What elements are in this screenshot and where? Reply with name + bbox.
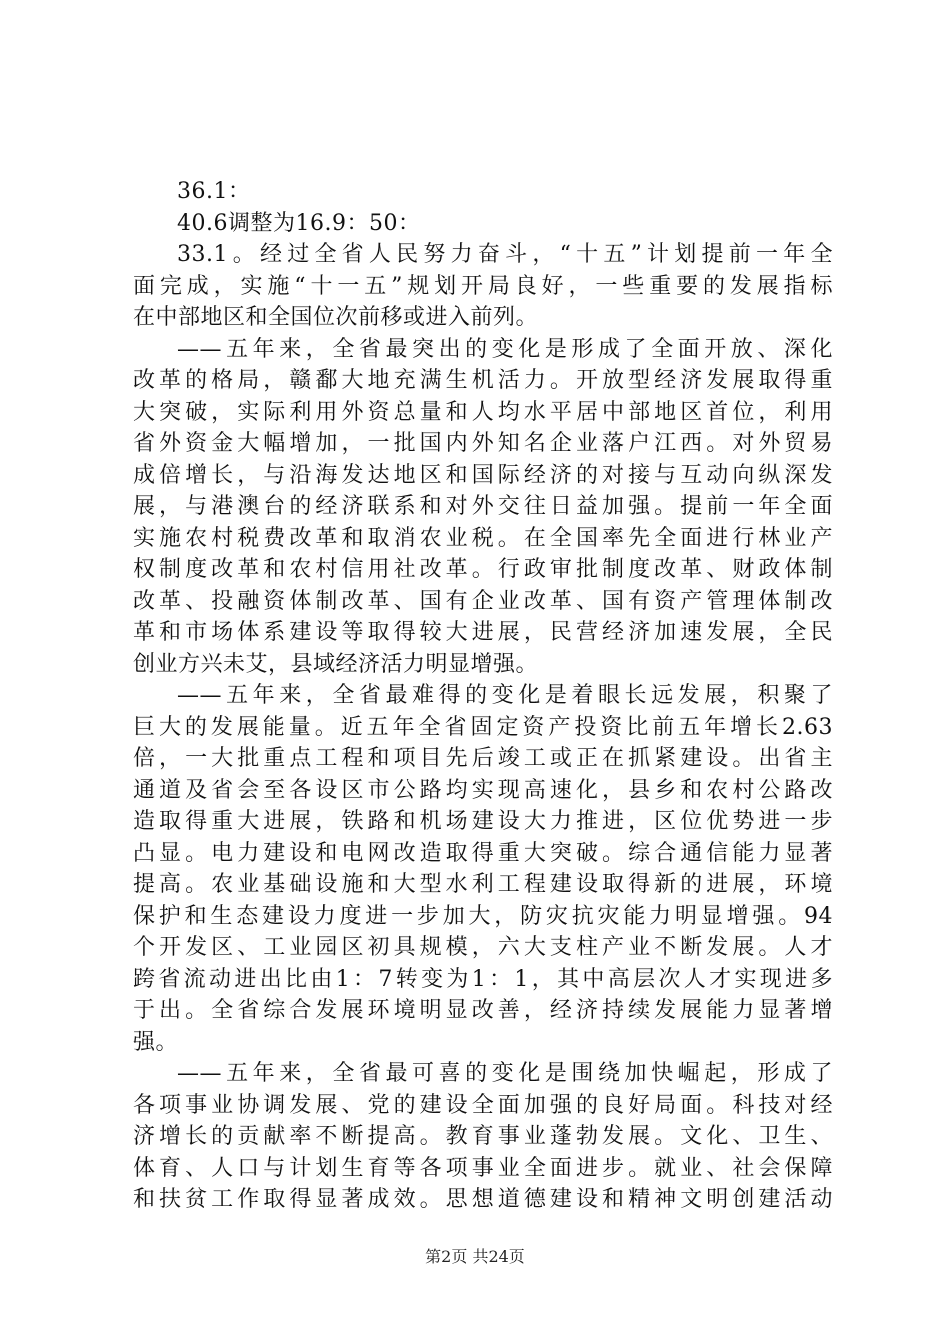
text-line: 面完成，实施“十一五”规划开局良好，一些重要的发展指标 <box>133 273 833 299</box>
text-line: 40.6调整为16.9：50： <box>177 210 421 236</box>
text-line: 提高。农业基础设施和大型水利工程建设取得新的进展，环境 <box>133 872 833 897</box>
text-line: ——五年来，全省最可喜的变化是围绕加快崛起，形成了 <box>177 1061 833 1086</box>
text-line: 改革的格局，赣鄱大地充满生机活力。开放型经济发展取得重 <box>133 368 833 393</box>
text-line: 济增长的贡献率不断提高。教育事业蓬勃发展。文化、卫生、 <box>133 1124 833 1149</box>
text-line: ——五年来，全省最难得的变化是着眼长远发展，积聚了 <box>177 683 833 708</box>
text-line: 大突破，实际利用外资总量和人均水平居中部地区首位，利用 <box>133 399 833 425</box>
text-line: 于出。全省综合发展环境明显改善，经济持续发展能力显著增 <box>133 998 833 1023</box>
text-line: 倍，一大批重点工程和项目先后竣工或正在抓紧建设。出省主 <box>133 746 833 771</box>
page-footer <box>0 1244 950 1267</box>
text-line: 创业方兴未艾，县域经济活力明显增强。 <box>133 651 539 677</box>
text-line: 保护和生态建设力度进一步加大，防灾抗灾能力明显增强。94 <box>133 903 833 929</box>
document-body <box>133 176 833 1216</box>
text-line: 凸显。电力建设和电网改造取得重大突破。综合通信能力显著 <box>133 840 833 866</box>
page-number: 第2页 共24页 <box>425 1247 525 1266</box>
text-line: 通道及省会至各设区市公路均实现高速化，县乡和农村公路改 <box>133 777 833 803</box>
text-line: 造取得重大进展，铁路和机场建设大力推进，区位优势进一步 <box>133 809 833 834</box>
text-line: 跨省流动进出比由1：7转变为1：1，其中高层次人才实现进多 <box>133 966 833 992</box>
text-line: 实施农村税费改革和取消农业税。在全国率先全面进行林业产 <box>133 525 833 551</box>
text-line: ——五年来，全省最突出的变化是形成了全面开放、深化 <box>177 336 833 362</box>
text-line: 成倍增长，与沿海发达地区和国际经济的对接与互动向纵深发 <box>133 462 833 488</box>
text-line: 展，与港澳台的经济联系和对外交往日益加强。提前一年全面 <box>133 494 833 519</box>
text-line: 省外资金大幅增加，一批国内外知名企业落户江西。对外贸易 <box>133 431 833 456</box>
text-line: 权制度改革和农村信用社改革。行政审批制度改革、财政体制 <box>133 557 833 582</box>
text-line: 和扶贫工作取得显著成效。思想道德建设和精神文明创建活动 <box>133 1187 833 1212</box>
text-line: 36.1： <box>177 179 251 204</box>
text-line: 巨大的发展能量。近五年全省固定资产投资比前五年增长2.63 <box>133 714 833 740</box>
text-line: 33.1。经过全省人民努力奋斗，“十五”计划提前一年全 <box>177 242 833 267</box>
text-line: 改革、投融资体制改革、国有企业改革、国有资产管理体制改 <box>133 588 833 614</box>
text-line: 个开发区、工业园区初具规模，六大支柱产业不断发展。人才 <box>133 935 833 960</box>
text-line: 在中部地区和全国位次前移或进入前列。 <box>133 305 539 330</box>
text-line: 各项事业协调发展、党的建设全面加强的良好局面。科技对经 <box>133 1092 833 1118</box>
text-line: 体育、人口与计划生育等各项事业全面进步。就业、社会保障 <box>133 1155 833 1181</box>
text-line: 强。 <box>133 1029 179 1055</box>
text-line: 革和市场体系建设等取得较大进展，民营经济加速发展，全民 <box>133 620 833 645</box>
